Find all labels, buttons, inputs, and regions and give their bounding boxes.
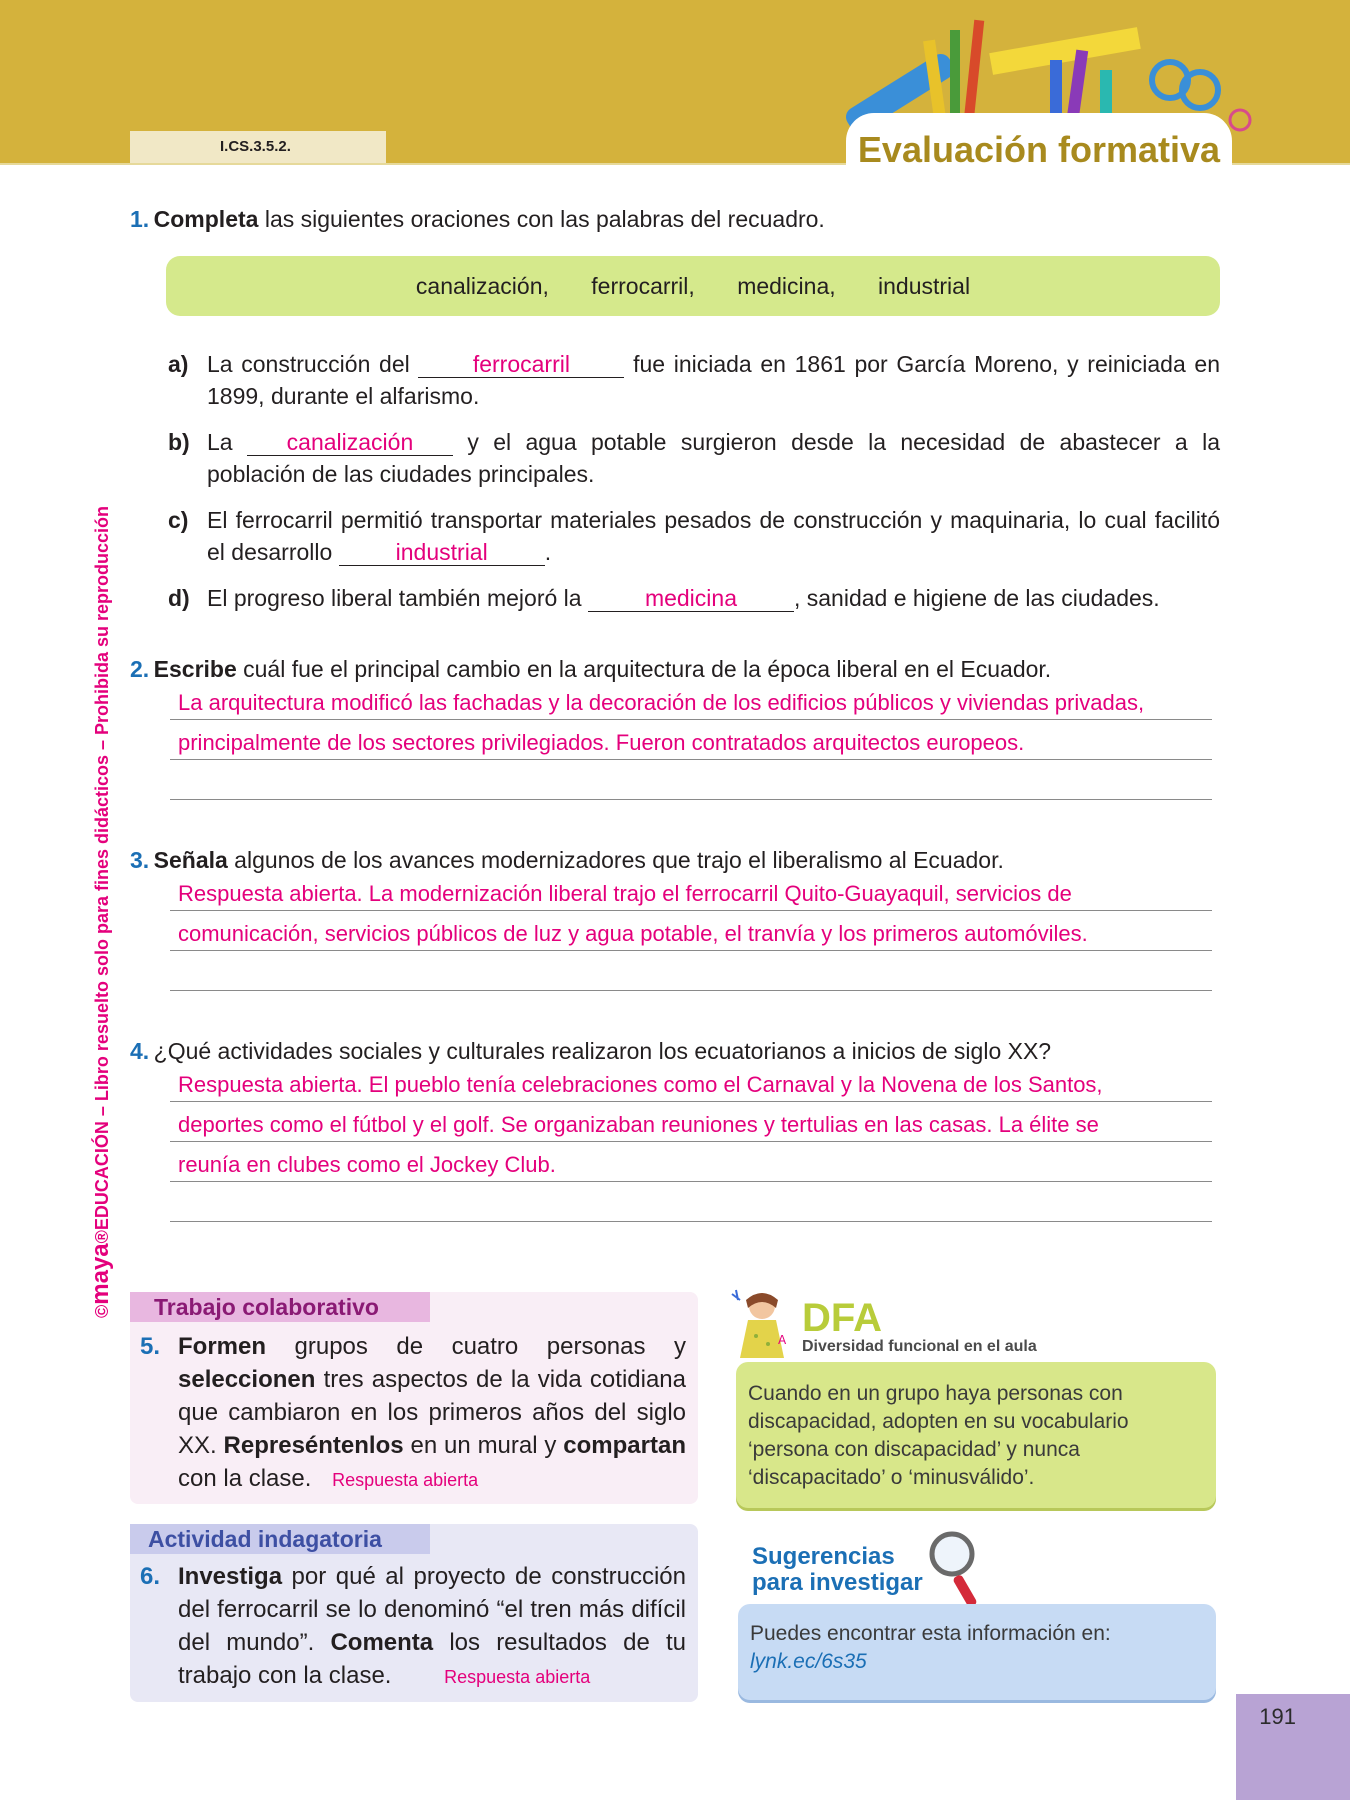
sentence-c: c) El ferrocarril permitió transportar materiales pesados de construcción y maquinaria, lo cual facilitó el desarrollo industrial . — [168, 504, 1220, 568]
sentence-b: b) La canalización y el agua potable surgieron desde la necesidad de abastecer a la población de las ciudades principales. — [168, 426, 1220, 490]
question-number: 6. — [140, 1563, 161, 1590]
suggestion-link[interactable]: lynk.ec/6s35 — [750, 1650, 867, 1673]
curriculum-code: I.CS.3.5.2. — [130, 131, 386, 163]
question-prompt: ¿Qué actividades sociales y culturales realizaron los ecuatorianos a inicios de siglo XX? — [153, 1038, 1052, 1064]
item-label: a) — [168, 351, 189, 377]
answer-line[interactable] — [170, 1185, 1212, 1222]
page-title: Evaluación formativa — [857, 129, 1221, 170]
answer-text: Respuesta abierta — [444, 1667, 591, 1687]
girl-illustration — [726, 1286, 806, 1366]
word-bank-item: ferrocarril, — [591, 273, 695, 299]
magnifier-icon — [926, 1528, 988, 1614]
answer-line[interactable] — [170, 954, 1212, 991]
word-bank-item: industrial — [878, 273, 971, 299]
item-label: d) — [168, 585, 190, 611]
question-number: 1. — [130, 206, 150, 232]
answer-blank[interactable]: industrial — [339, 539, 545, 566]
item-label: c) — [168, 507, 189, 533]
brand-logo: maya — [87, 1243, 114, 1305]
answer-line[interactable]: Respuesta abierta. La modernización liberal trajo el ferrocarril Quito-Guayaquil, servicios de — [170, 874, 1212, 911]
question-prompt: Completa las siguientes oraciones con las palabras del recuadro. — [153, 206, 825, 232]
answer-line[interactable]: Respuesta abierta. El pueblo tenía celebraciones como el Carnaval y la Novena de los Santos, — [170, 1065, 1212, 1102]
question-number: 4. — [130, 1038, 150, 1064]
answer-line[interactable] — [170, 763, 1212, 800]
question-number: 2. — [130, 656, 150, 682]
suggestions-text: Puedes encontrar esta información en: lynk.ec/6s35 — [750, 1620, 1111, 1676]
question-number: 3. — [130, 847, 150, 873]
question-prompt: Señala algunos de los avances modernizadores que trajo el liberalismo al Ecuador. — [153, 847, 1004, 873]
answer-text: Respuesta abierta — [332, 1470, 479, 1490]
registered-mark: ® — [92, 1230, 112, 1244]
answer-line[interactable]: La arquitectura modificó las fachadas y la decoración de los edificios públicos y viviendas privadas, — [170, 683, 1212, 720]
collaborative-heading: Trabajo colaborativo — [130, 1292, 430, 1322]
copyright-sidebar — [86, 498, 116, 1318]
suggestions-title: Sugerencias para investigar — [752, 1543, 923, 1596]
page-number: 191 — [1259, 1704, 1296, 1729]
answer-blank[interactable]: medicina — [588, 585, 794, 612]
activity-5: 5. Formen grupos de cuatro personas y seleccionen tres aspectos de la vida cotidiana que cambiaron en los primeros años del siglo XX. Represéntenlos en un mural y compartan con la clase. Respuesta abierta — [140, 1330, 686, 1497]
answer-line[interactable]: comunicación, servicios públicos de luz y agua potable, el tranvía y los primeros automóviles. — [170, 914, 1212, 951]
copyright-symbol: © — [92, 1304, 112, 1318]
word-bank-item: canalización, — [415, 273, 549, 299]
section-tab — [846, 113, 1232, 173]
question-1 — [130, 204, 1210, 238]
svg-text:A: A — [778, 1333, 787, 1347]
dfa-title: DFA — [802, 1296, 882, 1340]
dfa-text: Cuando en un grupo haya personas con discapacidad, adopten en su vocabulario ‘persona con discapacidad’ y nunca ‘discapacitado’ o ‘minusválido’. — [748, 1382, 1129, 1489]
answer-blank[interactable]: ferrocarril — [418, 351, 624, 378]
question-number: 5. — [140, 1333, 161, 1360]
sentence-d: d) El progreso liberal también mejoró la medicina , sanidad e higiene de las ciudades. — [168, 582, 1220, 614]
inquiry-heading: Actividad indagatoria — [130, 1524, 430, 1554]
answer-line[interactable]: reunía en clubes como el Jockey Club. — [170, 1145, 1212, 1182]
question-prompt: Escribe cuál fue el principal cambio en la arquitectura de la época liberal en el Ecuador. — [153, 656, 1052, 682]
sentence-a: a) La construcción del ferrocarril fue iniciada en 1861 por García Moreno, y reiniciada en 1899, durante el alfarismo. — [168, 348, 1220, 412]
answer-line[interactable]: principalmente de los sectores privilegiados. Fueron contratados arquitectos europeos. — [170, 723, 1212, 760]
dfa-subtitle: Diversidad funcional en el aula — [802, 1338, 1037, 1355]
word-bank-item: medicina, — [737, 273, 836, 299]
item-label: b) — [168, 429, 190, 455]
answer-blank[interactable]: canalización — [247, 429, 453, 456]
activity-6: 6. Investiga por qué al proyecto de construcción del ferrocarril se lo denominó “el tren más difícil del mundo”. Comenta los resultados de tu trabajo con la clase. Respuesta abierta — [140, 1560, 686, 1694]
copyright-text: EDUCACIÓN – Libro resuelto solo para fines didácticos – Prohibida su reproducción — [92, 505, 112, 1231]
word-bank — [166, 256, 1220, 316]
answer-line[interactable]: deportes como el fútbol y el golf. Se organizaban reuniones y tertulias en las casas. La élite se — [170, 1105, 1212, 1142]
